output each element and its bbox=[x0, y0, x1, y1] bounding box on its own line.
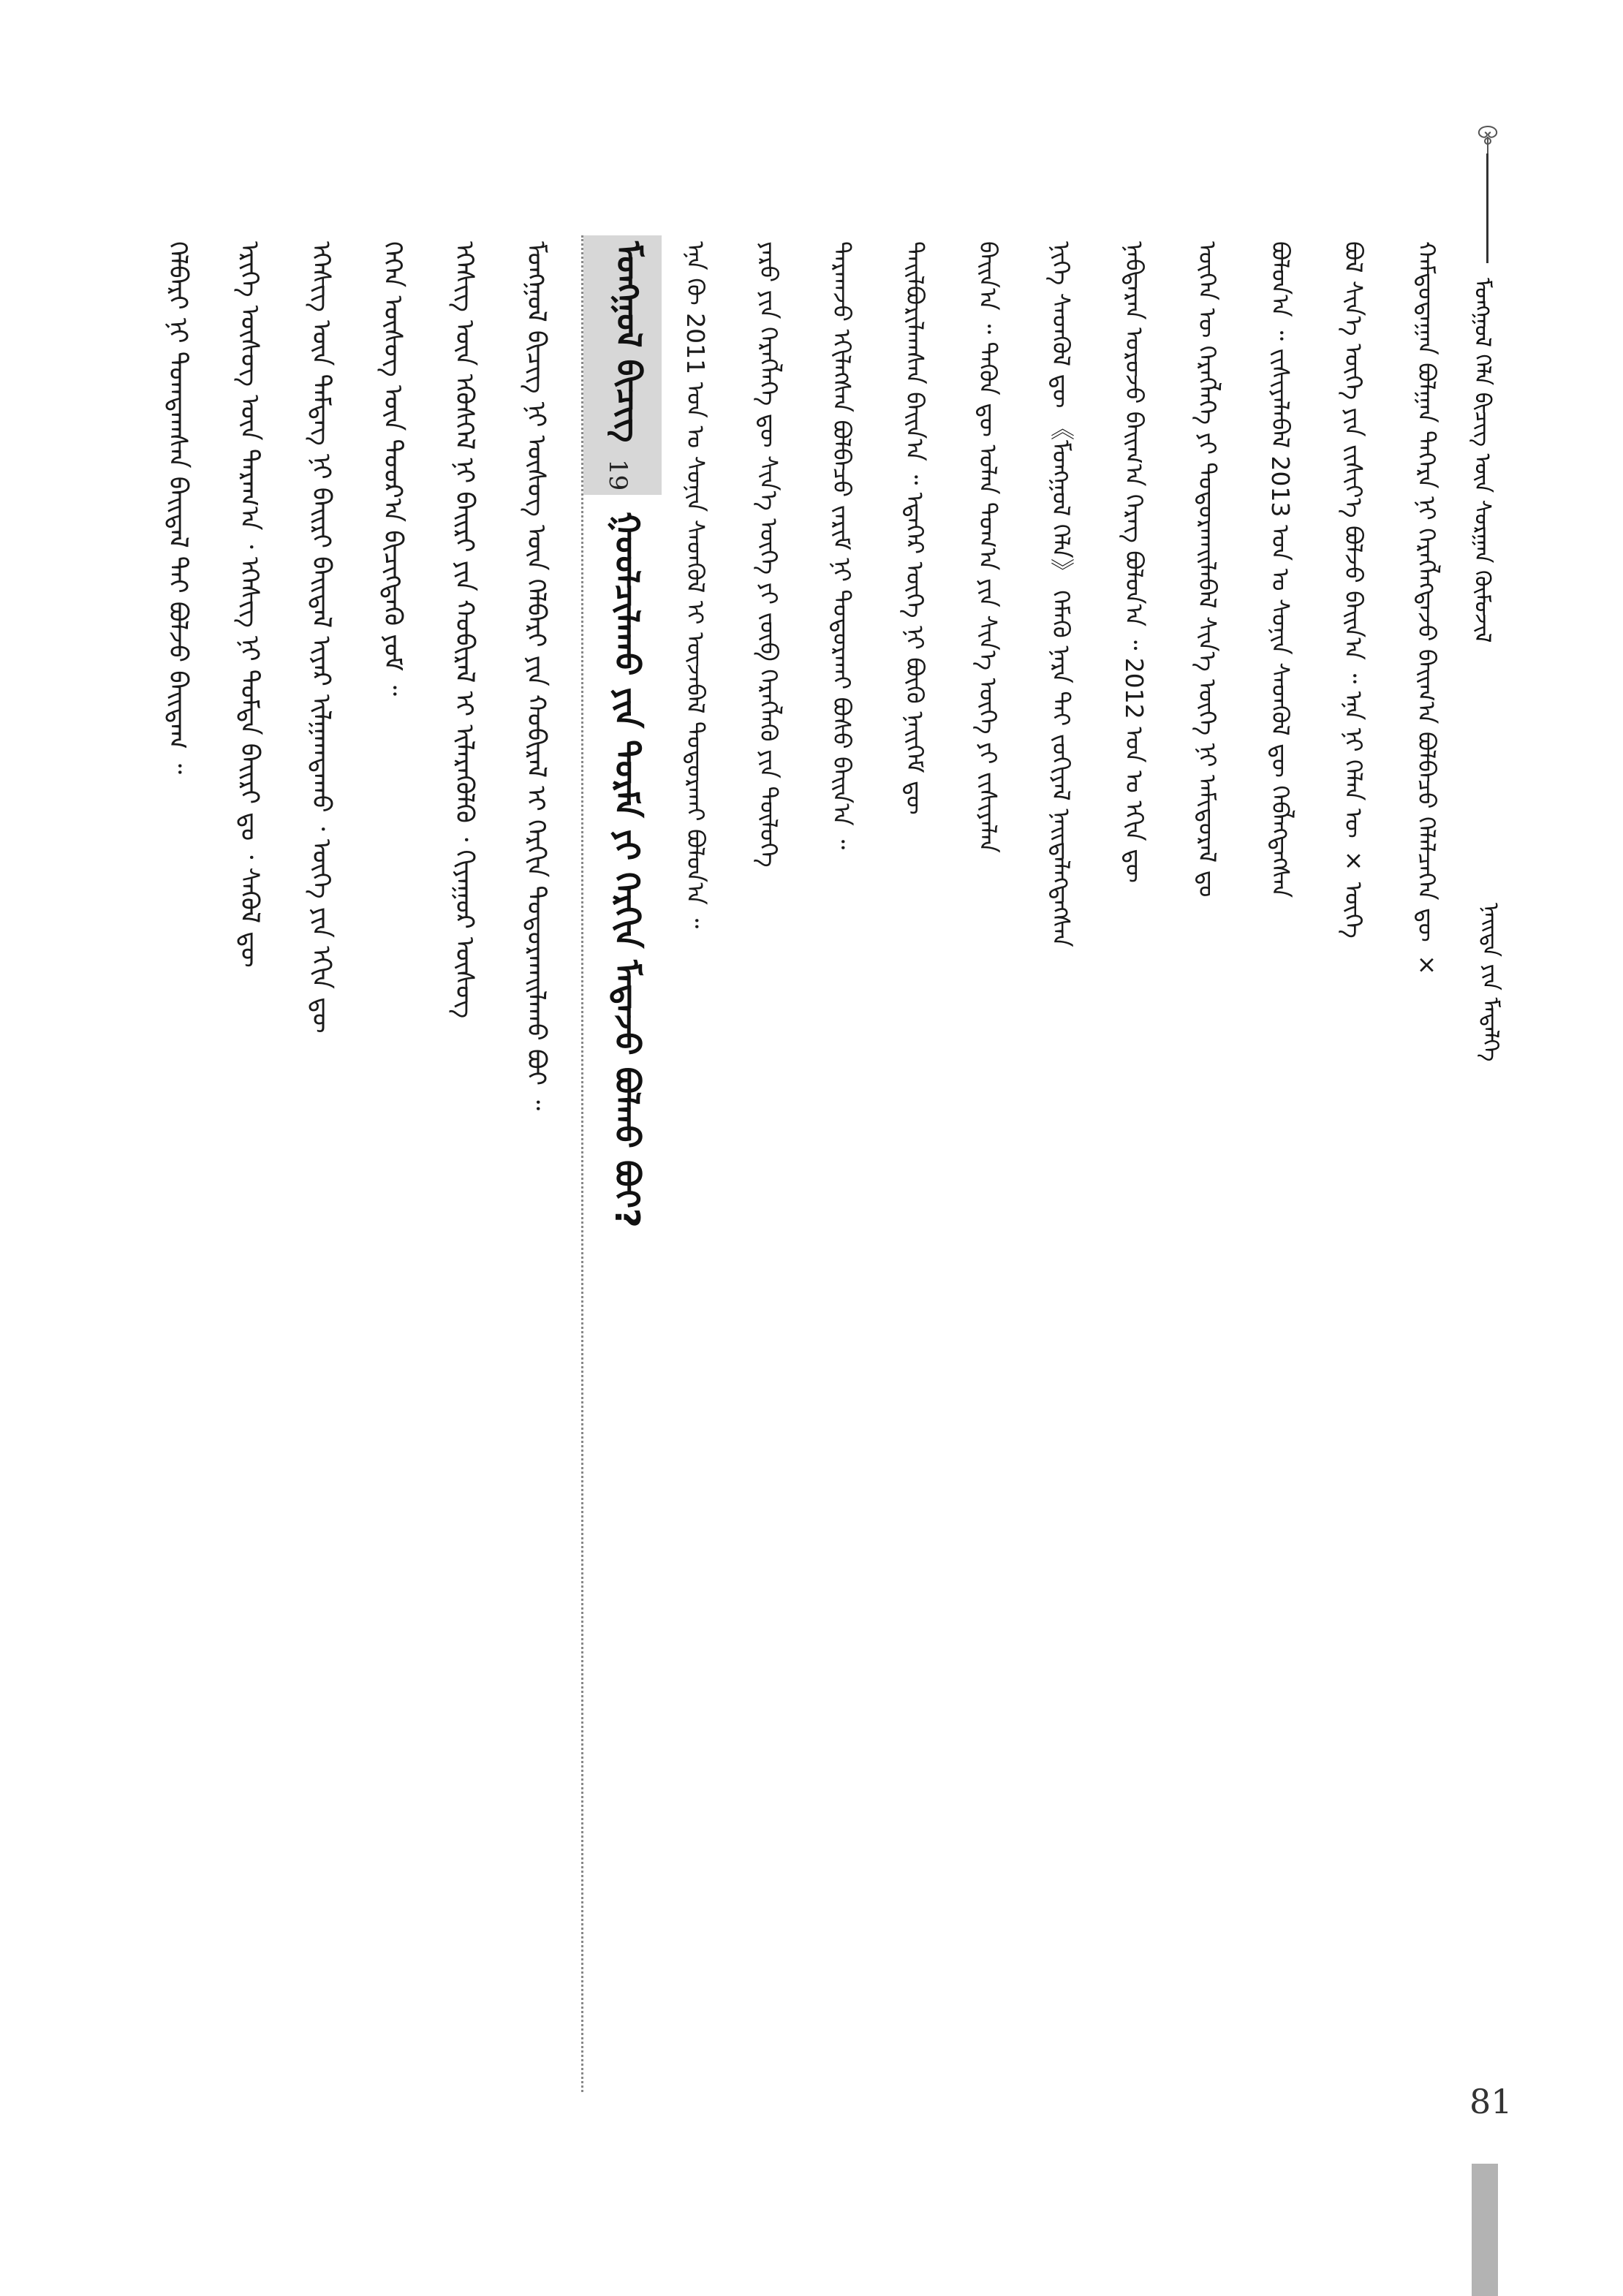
body-column: ᠦᠭᠡᠨ ᠦ ᠬᠡᠷᠡᠭᠯᠡᠭᠡ ᠶᠢ ᠲᠣᠳᠤᠷᠬᠠᠢᠯᠠᠪᠠᠯ ᠰᠢᠨ᠎ᠡ ᠦᠭᠡ ᠨᠢ ᠠᠮᠢᠳᠤᠷᠠᠯ ᠳᠤ bbox=[1193, 241, 1222, 898]
section-divider bbox=[581, 235, 665, 2092]
body-column: ᠶᠡᠷᠦ ᠶᠢᠨ ᠬᠡᠷᠡᠭᠯᠡᠭᠡ ᠳᠦ ᠰᠢᠨ᠎ᠡ ᠦᠭᠡ ᠶᠢ ᠵᠥᠪ ᠬᠡᠷᠡᠭᠯᠡᠬᠦ ᠶᠢᠨ ᠲᠥᠯᠦᠭᠡ bbox=[754, 241, 783, 868]
body-column: ᠪᠠᠢᠨ᠎ᠠ ᠃ ᠲᠡᠭᠦᠨ ᠳᠦ ᠣᠯᠠᠨ ᠲᠣᠭ᠎ᠠ ᠶᠢᠨ ᠰᠢᠨ᠎ᠡ ᠦᠭᠡ ᠶᠢ ᠵᠢᠱᠢᠶᠡᠯᠡᠨ bbox=[974, 241, 1002, 853]
running-header-section: ᠨᠡᠢᠲᠡ ᠶᠢᠨ ᠮᠡᠳᠡᠯᠭᠡ bbox=[1478, 903, 1503, 1062]
page-edge-tab bbox=[1472, 2164, 1498, 2296]
page-number: 81 bbox=[1469, 2082, 1513, 2121]
section-heading-title: ᠭᠣᠣᠯᠴᠢᠯᠠᠬᠤ ᠶᠢᠨ ᠳᠤᠷᠮᠠ ᠶᠢ ᠬᠡᠷᠬᠢᠨ ᠮᠡᠳᠡᠵᠦ ᠪᠣᠯᠬᠤ ᠪᠣᠢ? bbox=[608, 512, 647, 1228]
body-column: ᠲᠠᠷᠬᠠᠵᠤ ᠡᠬᠢᠯᠡᠭᠰᠡᠨ ᠪᠣᠯᠪᠠᠴᠤ ᠵᠠᠷᠢᠮ ᠨᠢ ᠲᠣᠳᠤᠷᠬᠠᠢ ᠪᠤᠰᠤ ᠪᠠᠢᠨ᠎ᠠ ᠃ bbox=[828, 241, 856, 850]
body-column: ᠬᠠᠮᠲᠤᠳᠠᠭᠠᠨ ᠪᠣᠯᠭᠠᠨ ᠳᠡᠭᠡᠷᠡ ᠨᠢ ᠬᠡᠷᠡᠭᠯᠡᠭᠳᠡᠵᠦ ᠪᠠᠢᠭ᠎ᠠ ᠪᠣᠯᠪᠠᠴᠤ ᠬᠡᠯᠡᠯᠴᠡᠭᠡᠨ ᠳᠦ × bbox=[1412, 241, 1441, 979]
body-column: ᠨᠡᠪᠲᠡᠷᠡᠨ ᠣᠷᠣᠵᠤ ᠪᠠᠢᠭ᠎ᠠ ᠬᠡᠷᠡᠭ ᠪᠣᠯᠤᠨ᠎ᠠ ᠃ 2012 ᠣᠨ ᠤ ᠡᠬᠢᠨ ᠳᠦ bbox=[1120, 241, 1149, 883]
lower-column: ᠭᠡᠭᠡᠨ ᠦᠰᠦᠭ ᠦᠨ ᠳᠣᠣᠷ᠎ᠠ ᠪᠢᠴᠢᠭᠳᠡᠬᠦ ᠶᠤᠮ ᠃ bbox=[378, 241, 407, 697]
lower-column: ᠡᠭᠡᠰᠢᠭ ᠦᠨ ᠲᠡᠮᠳᠡᠭ ᠨᠢ ᠪᠠᠢᠷᠢ ᠪᠠᠢᠳᠠᠯ ᠢᠶᠠᠷ ᠢᠯᠭᠠᠭᠳᠠᠬᠤ ᠂ ᠦᠭᠡ ᠶᠢᠨ ᠡᠬᠢᠨ ᠳᠦ bbox=[306, 241, 336, 1034]
header-rule bbox=[1486, 154, 1488, 263]
body-column: ᠨᠢᠭᠡ ᠰᠡᠳᠬᠦᠯ ᠳᠦ 《ᠮᠣᠩᠭᠣᠯ ᠬᠡᠯᠡ》 ᠬᠡᠮᠡᠬᠦ ᠨᠡᠷᠡ ᠲᠠᠢ ᠵᠣᠬᠢᠶᠠᠯ ᠨᠡᠢᠲᠡᠯᠡᠭᠳᠡᠭᠰᠡᠨ bbox=[1047, 241, 1075, 947]
lower-column: ᠡᠭᠡᠰᠢᠭ ᠦᠨ ᠡᠭᠦᠰᠬᠡᠯ ᠨᠢ ᠪᠠᠢᠷᠢ ᠶᠢᠨ ᠬᠤᠪᠢᠷᠠᠯ ᠢ ᠢᠯᠡᠷᠡᠭᠦᠯᠬᠦ ᠂ ᠭᠢᠶᠠᠭᠤᠷ ᠦᠰᠦᠭ bbox=[450, 241, 479, 1019]
body-column: ᠡᠨᠡ ᠬᠦ 2011 ᠣᠨ ᠤ ᠰᠣᠨᠢᠨ ᠰᠡᠳᠬᠦᠯ ᠢ ᠦᠵᠡᠪᠡᠯ ᠲᠣᠳᠤᠷᠬᠠᠢ ᠪᠣᠯᠤᠨ᠎ᠠ ᠃ bbox=[681, 241, 710, 929]
running-header-title: ᠮᠣᠩᠭᠣᠯ ᠬᠡᠯᠡ ᠪᠢᠴᠢᠭ ᠦᠨ ᠰᠤᠷᠭᠠᠨ ᠬᠦᠮᠦᠵᠢᠯ bbox=[1469, 278, 1495, 643]
lower-column: ᠬᠡᠯᠪᠡᠷᠢ ᠨᠢ ᠲᠣᠭᠲᠠᠭᠰᠠᠨ ᠪᠠᠢᠳᠠᠯ ᠲᠠᠢ ᠪᠣᠯᠵᠤ ᠪᠠᠢᠳᠠᠭ ᠃ bbox=[163, 241, 192, 775]
body-column: ᠪᠣᠯ ᠰᠢᠨ᠎ᠡ ᠦᠭᠡ ᠶᠢᠨ ᠵᠢᠱᠢᠶ᠎ᠡ ᠪᠣᠯᠵᠤ ᠪᠠᠢᠨ᠎ᠠ ᠃ ᠡᠨᠡ ᠨᠢ ᠬᠡᠯᠡᠨ ᠦ × ᠦᠭᠡ bbox=[1339, 241, 1368, 939]
body-column: ᠪᠣᠯᠤᠨ᠎ᠠ ᠃ ᠵᠢᠱᠢᠶᠡᠯᠡᠪᠡᠯ 2013 ᠣᠨ ᠤ ᠰᠣᠨᠢᠨ ᠰᠡᠳᠬᠦᠯ ᠳᠦ ᠬᠡᠪᠯᠡᠭᠳᠡᠭᠰᠡᠨ bbox=[1266, 241, 1295, 898]
section-heading-first: ᠮᠣᠩᠭᠣᠯ ᠪᠢᠴᠢᠭ bbox=[609, 241, 648, 443]
lower-column: ᠡᠷᠢᠬᠡ ᠦᠰᠦᠭ ᠦᠨ ᠳᠠᠷᠠᠭ᠎ᠠ ᠂ ᠡᠭᠡᠰᠢᠭ ᠨᠢ ᠳᠤᠮᠳᠠ ᠪᠠᠢᠷᠢ ᠳᠤ ᠂ ᠰᠡᠭᠦᠯ ᠳᠦ bbox=[235, 241, 264, 968]
body-column: ᠲᠠᠢᠯᠪᠤᠷᠢᠯᠠᠭᠰᠠᠨ ᠪᠠᠢᠨ᠎ᠠ ᠃ ᠡᠳᠡᠭᠡᠷ ᠦᠭᠡ ᠨᠢ ᠪᠦᠬᠦ ᠨᠡᠢᠭᠡᠮ ᠳᠦ bbox=[901, 241, 929, 815]
section-heading-number: 19 bbox=[603, 459, 632, 491]
lower-column: ᠮᠣᠩᠭᠣᠯ ᠪᠢᠴᠢᠭ ᠨᠢ ᠦᠰᠦᠭ ᠦᠨ ᠬᠡᠯᠪᠡᠷᠢ ᠶᠢᠨ ᠬᠤᠪᠢᠷᠠᠯ ᠢ ᠬᠡᠷᠬᠢᠨ ᠲᠣᠳᠤᠷᠬᠠᠢᠯᠠᠬᠤ ᠪᠣᠢ ᠃ bbox=[521, 241, 551, 1111]
